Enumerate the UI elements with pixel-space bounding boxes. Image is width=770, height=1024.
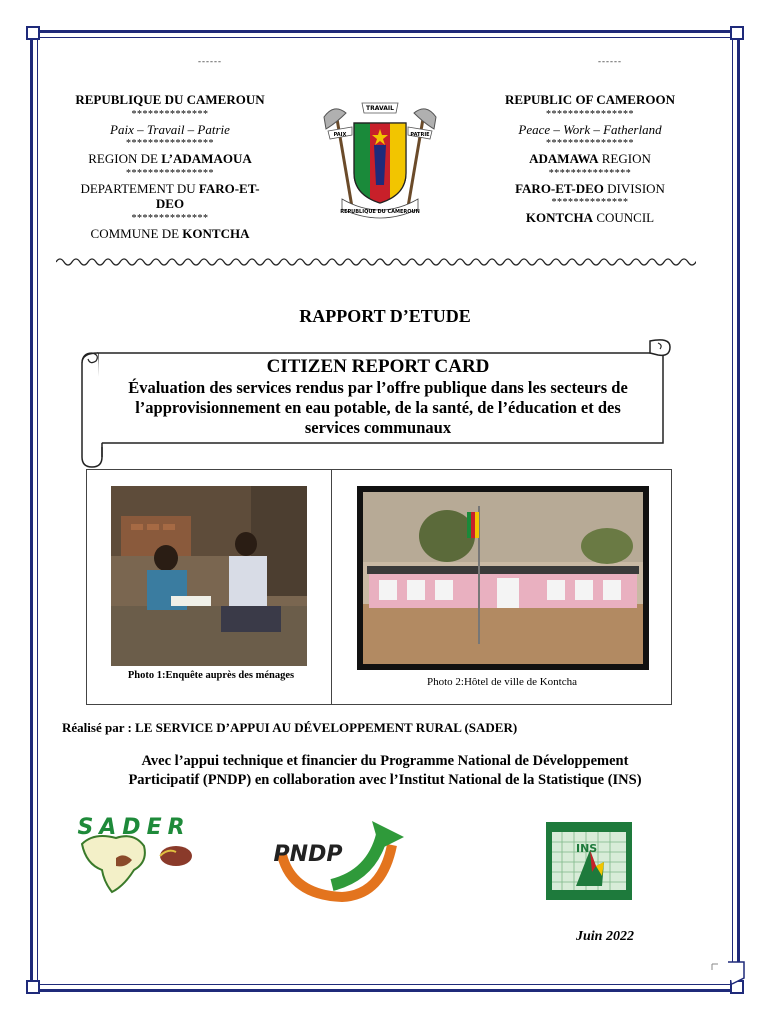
- study-subtitle: Évaluation des services rendus par l’offre publique dans les secteurs de l’approvisionnement en eau potable, de la santé, de l’éducation et des services communaux: [128, 378, 628, 437]
- department-name-cont: DEO: [155, 196, 185, 211]
- commune-prefix: COMMUNE DE: [90, 225, 183, 241]
- pndp-logo-text: PNDP: [273, 842, 343, 867]
- country-name-fr: REPUBLIQUE DU CAMEROUN: [75, 92, 265, 107]
- department-prefix: DEPARTEMENT DU: [80, 180, 199, 196]
- country-name-en: REPUBLIC OF CAMEROON: [505, 92, 675, 107]
- separator-stars: ***************: [548, 167, 632, 179]
- coat-of-arms-emblem: [318, 95, 442, 225]
- department-fr: [60, 181, 280, 197]
- department-name: FARO-ET-: [198, 180, 260, 196]
- coat-label-left: PAIX: [333, 132, 347, 138]
- coat-label-top: TRAVAIL: [366, 105, 394, 112]
- ins-logo: [546, 822, 632, 900]
- region-name: L’ADAMAOUA: [161, 151, 252, 166]
- separator-stars: ****************: [126, 138, 214, 149]
- commune-name: KONTCHA: [182, 225, 250, 241]
- report-date: Juin 2022: [576, 929, 634, 944]
- header-dashes-right: ------: [598, 56, 622, 66]
- ins-logo-text: INS: [576, 842, 598, 855]
- frame-corner-top-left: [26, 26, 40, 40]
- motto-en: Peace – Work – Fatherland: [518, 121, 662, 137]
- coat-label-right: PATRIE: [410, 132, 430, 138]
- region-name: ADAMAWA: [529, 151, 599, 166]
- council-name: KONTCHA: [525, 210, 594, 225]
- council-suffix: COUNCIL: [593, 210, 655, 225]
- division-suffix: DIVISION: [603, 180, 665, 196]
- photos-box: [86, 469, 672, 705]
- citizen-report-card-heading: CITIZEN REPORT CARD: [266, 356, 490, 377]
- page-curl-corner: [708, 960, 748, 990]
- coat-label-bottom: REPUBLIQUE DU CAMEROUN: [340, 209, 420, 215]
- header-dashes-left: ------: [198, 56, 222, 66]
- division-en: [480, 181, 700, 197]
- commune-fr: [60, 226, 280, 242]
- support-line-1: Avec l’appui technique et financier du Programme National de Développement: [141, 753, 629, 769]
- support-line-2: Participatif (PNDP) en collaboration avec l’Institut National de la Statistique (INS): [128, 772, 642, 788]
- report-title: RAPPORT D’ETUDE: [299, 306, 471, 326]
- separator-stars: **************: [131, 108, 209, 120]
- region-en: [480, 151, 700, 167]
- separator-stars: ****************: [546, 138, 634, 149]
- separator-stars: ****************: [546, 108, 634, 120]
- household-survey-photo: [111, 486, 307, 666]
- separator-stars: ****************: [126, 167, 214, 179]
- header-left-column: [60, 92, 280, 241]
- sader-logo: [64, 812, 204, 898]
- division-name: FARO-ET-DEO: [515, 180, 604, 196]
- support-statement: [0, 752, 770, 790]
- photo-2-caption: Photo 2:Hôtel de ville de Kontcha: [427, 676, 577, 688]
- region-fr: [60, 151, 280, 167]
- sader-logo-text: SADER: [77, 815, 191, 840]
- region-prefix: REGION DE: [88, 151, 162, 166]
- photos-divider: [331, 470, 332, 704]
- region-suffix: REGION: [598, 151, 651, 166]
- produced-by-line: Réalisé par : LE SERVICE D’APPUI AU DÉVELOPPEMENT RURAL (SADER): [62, 720, 518, 735]
- separator-stars: **************: [131, 212, 209, 224]
- separator-stars: **************: [551, 197, 629, 208]
- motto-fr: Paix – Travail – Patrie: [110, 121, 230, 137]
- decorative-wave-divider: [56, 255, 696, 269]
- photo-1-caption: Photo 1:Enquête auprès des ménages: [127, 670, 295, 681]
- pndp-logo: [272, 815, 412, 905]
- frame-corner-top-right: [730, 26, 744, 40]
- scroll-banner-text: [108, 356, 648, 438]
- frame-corner-bottom-left: [26, 980, 40, 994]
- header-right-column: [480, 92, 700, 226]
- council-en: [480, 210, 700, 226]
- town-hall-photo: [357, 486, 649, 670]
